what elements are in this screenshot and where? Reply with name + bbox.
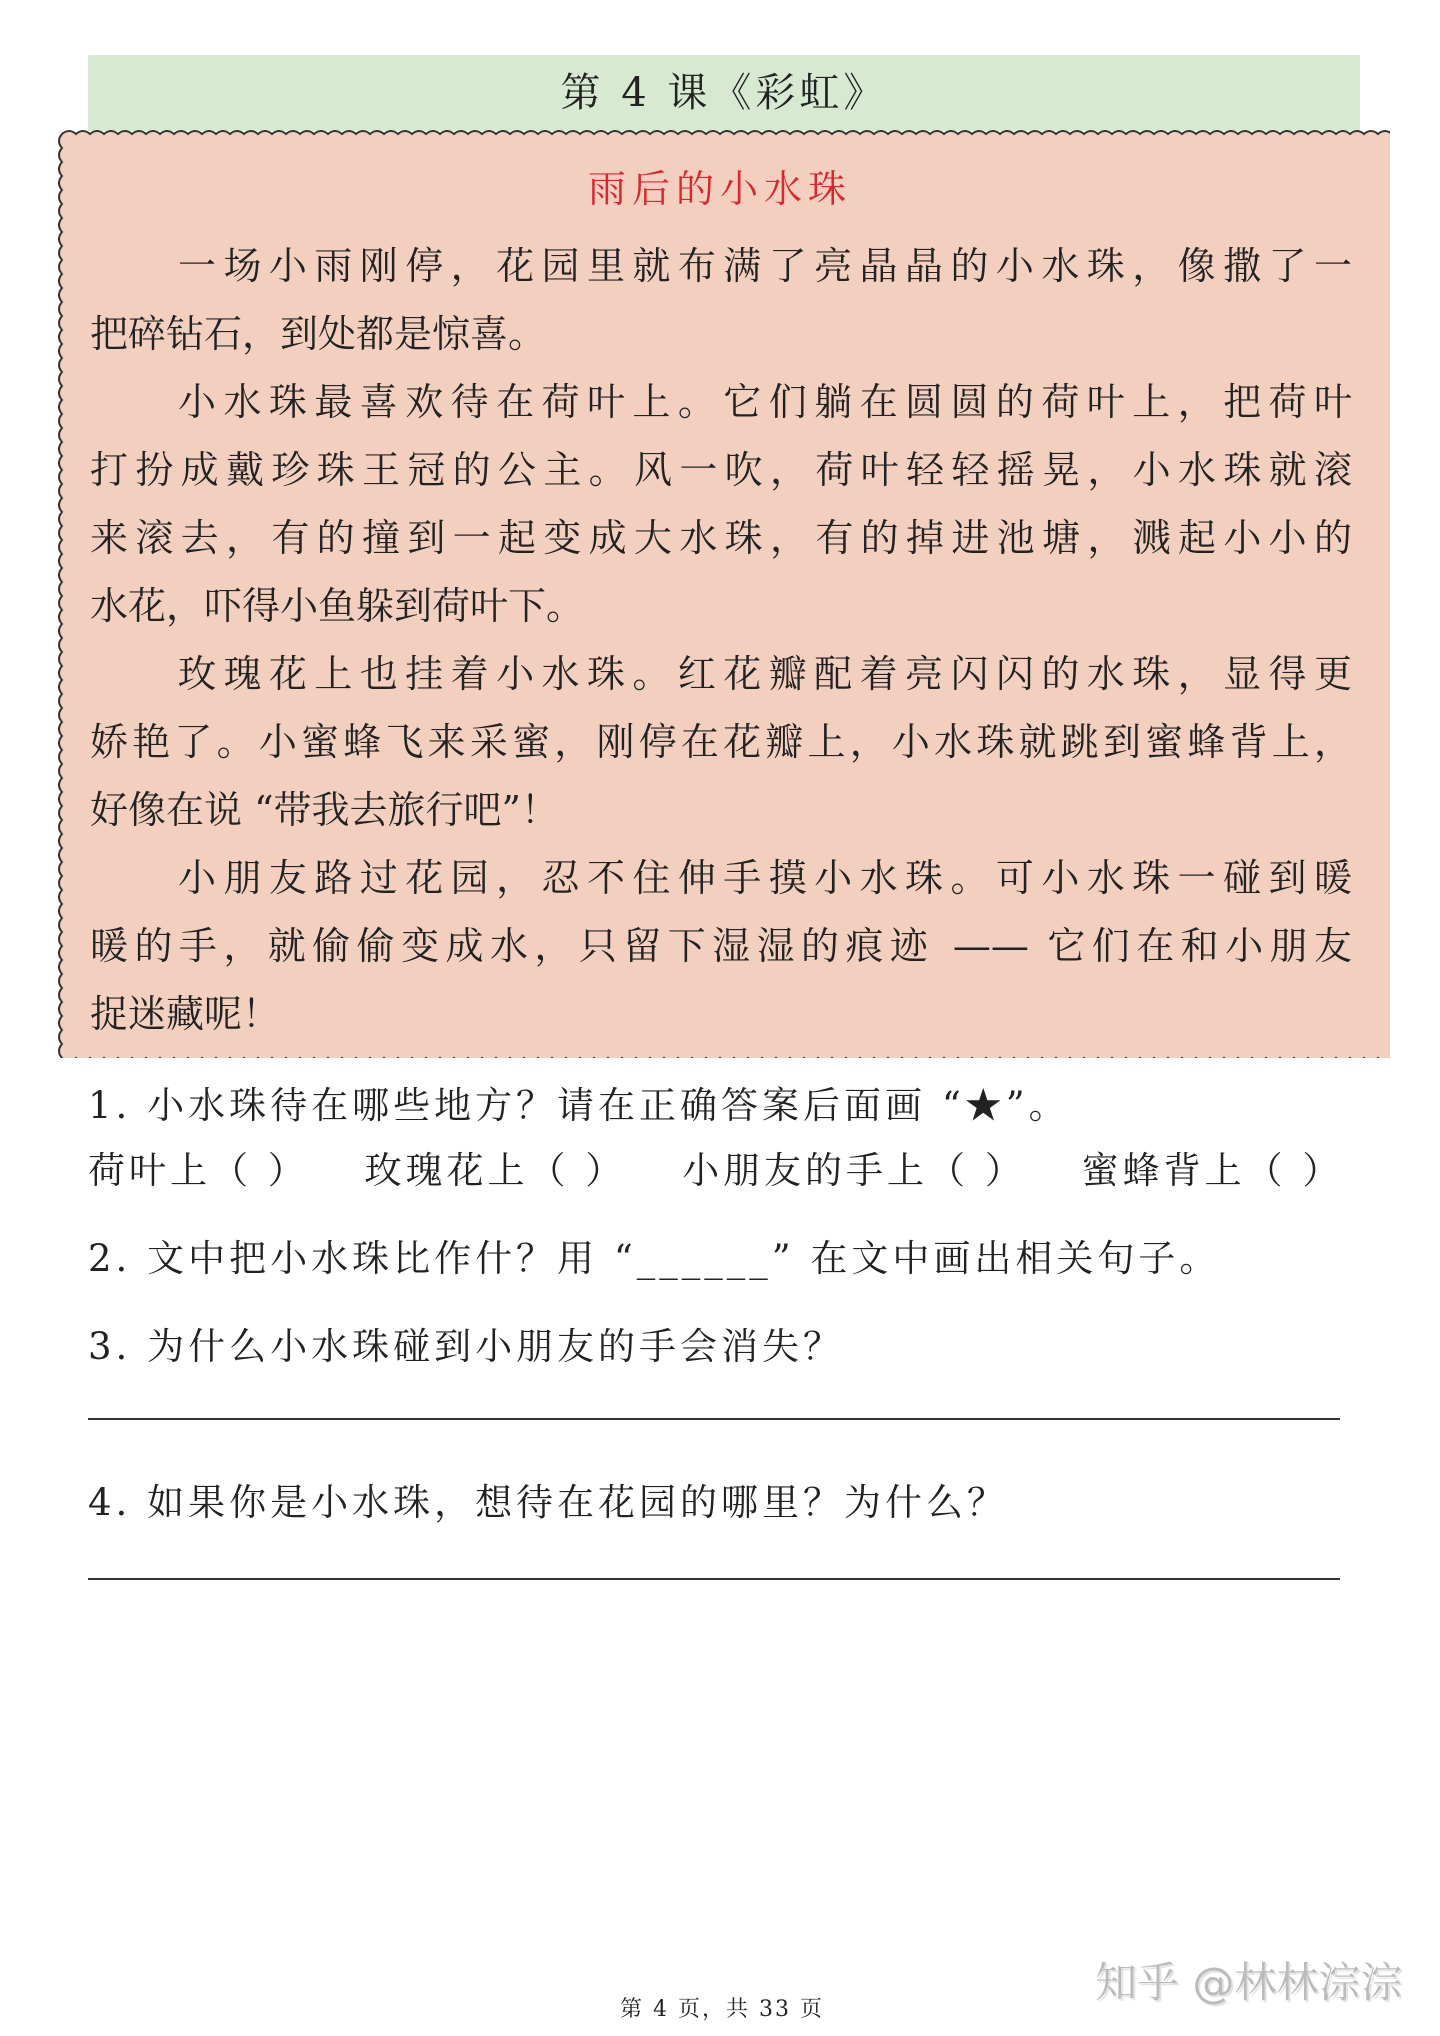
passage-line: 把碎钻石，到处都是惊喜。 — [90, 312, 547, 356]
passage-line: 捉迷藏呢！ — [90, 992, 281, 1036]
passage-line: 玫瑰花上也挂着小水珠。红花瓣配着亮闪闪的水珠，显得更 — [178, 652, 1352, 696]
lesson-header — [88, 55, 1360, 131]
passage-line: 一场小雨刚停，花园里就布满了亮晶晶的小水珠，像撒了一 — [178, 244, 1352, 288]
option-child-hand[interactable]: 小朋友的手上（ ） — [682, 1149, 1026, 1192]
passage-text — [90, 232, 1352, 1048]
answer-line-3[interactable] — [88, 1418, 1340, 1420]
passage-title: 雨后的小水珠 — [587, 167, 852, 211]
option-rose[interactable]: 玫瑰花上（ ） — [364, 1149, 627, 1192]
lesson-title: 第 4 课《彩虹》 — [560, 70, 888, 116]
passage-line: 来滚去，有的撞到一起变成大水珠，有的掉进池塘，溅起小小的 — [90, 516, 1352, 560]
question-3: 3. 为什么小水珠碰到小朋友的手会消失？ — [88, 1325, 845, 1368]
passage-line: 小朋友路过花园，忍不住伸手摸小水珠。可小水珠一碰到暖 — [178, 856, 1352, 900]
passage-line: 娇艳了。小蜜蜂飞来采蜜，刚停在花瓣上，小水珠就跳到蜜蜂背上， — [90, 720, 1352, 764]
passage-line: 打扮成戴珍珠王冠的公主。风一吹，荷叶轻轻摇晃，小水珠就滚 — [90, 448, 1352, 492]
passage-line: 暖的手，就偷偷变成水，只留下湿湿的痕迹 —— 它们在和小朋友 — [90, 924, 1352, 968]
watermark: 知乎 @林林淙淙 — [1095, 1958, 1403, 2007]
page-number: 第 4 页，共 33 页 — [620, 1997, 824, 2022]
option-lotus-leaf[interactable]: 荷叶上（ ） — [88, 1149, 309, 1192]
question-4: 4. 如果你是小水珠，想待在花园的哪里？为什么？ — [88, 1481, 1009, 1524]
option-bee-back[interactable]: 蜜蜂背上（ ） — [1081, 1149, 1344, 1192]
question-1-options — [88, 1140, 1383, 1194]
question-2: 2. 文中把小水珠比作什？用 “______” 在文中画出相关句子。 — [88, 1237, 1221, 1280]
passage-line: 好像在说 “带我去旅行吧”！ — [90, 788, 559, 832]
passage-line: 小水珠最喜欢待在荷叶上。它们躺在圆圆的荷叶上，把荷叶 — [178, 380, 1352, 424]
answer-line-4[interactable] — [88, 1578, 1340, 1580]
passage-line: 水花，吓得小鱼躲到荷叶下。 — [90, 584, 585, 628]
question-1: 1. 小水珠待在哪些地方？请在正确答案后面画 “★”。 — [88, 1084, 1070, 1127]
